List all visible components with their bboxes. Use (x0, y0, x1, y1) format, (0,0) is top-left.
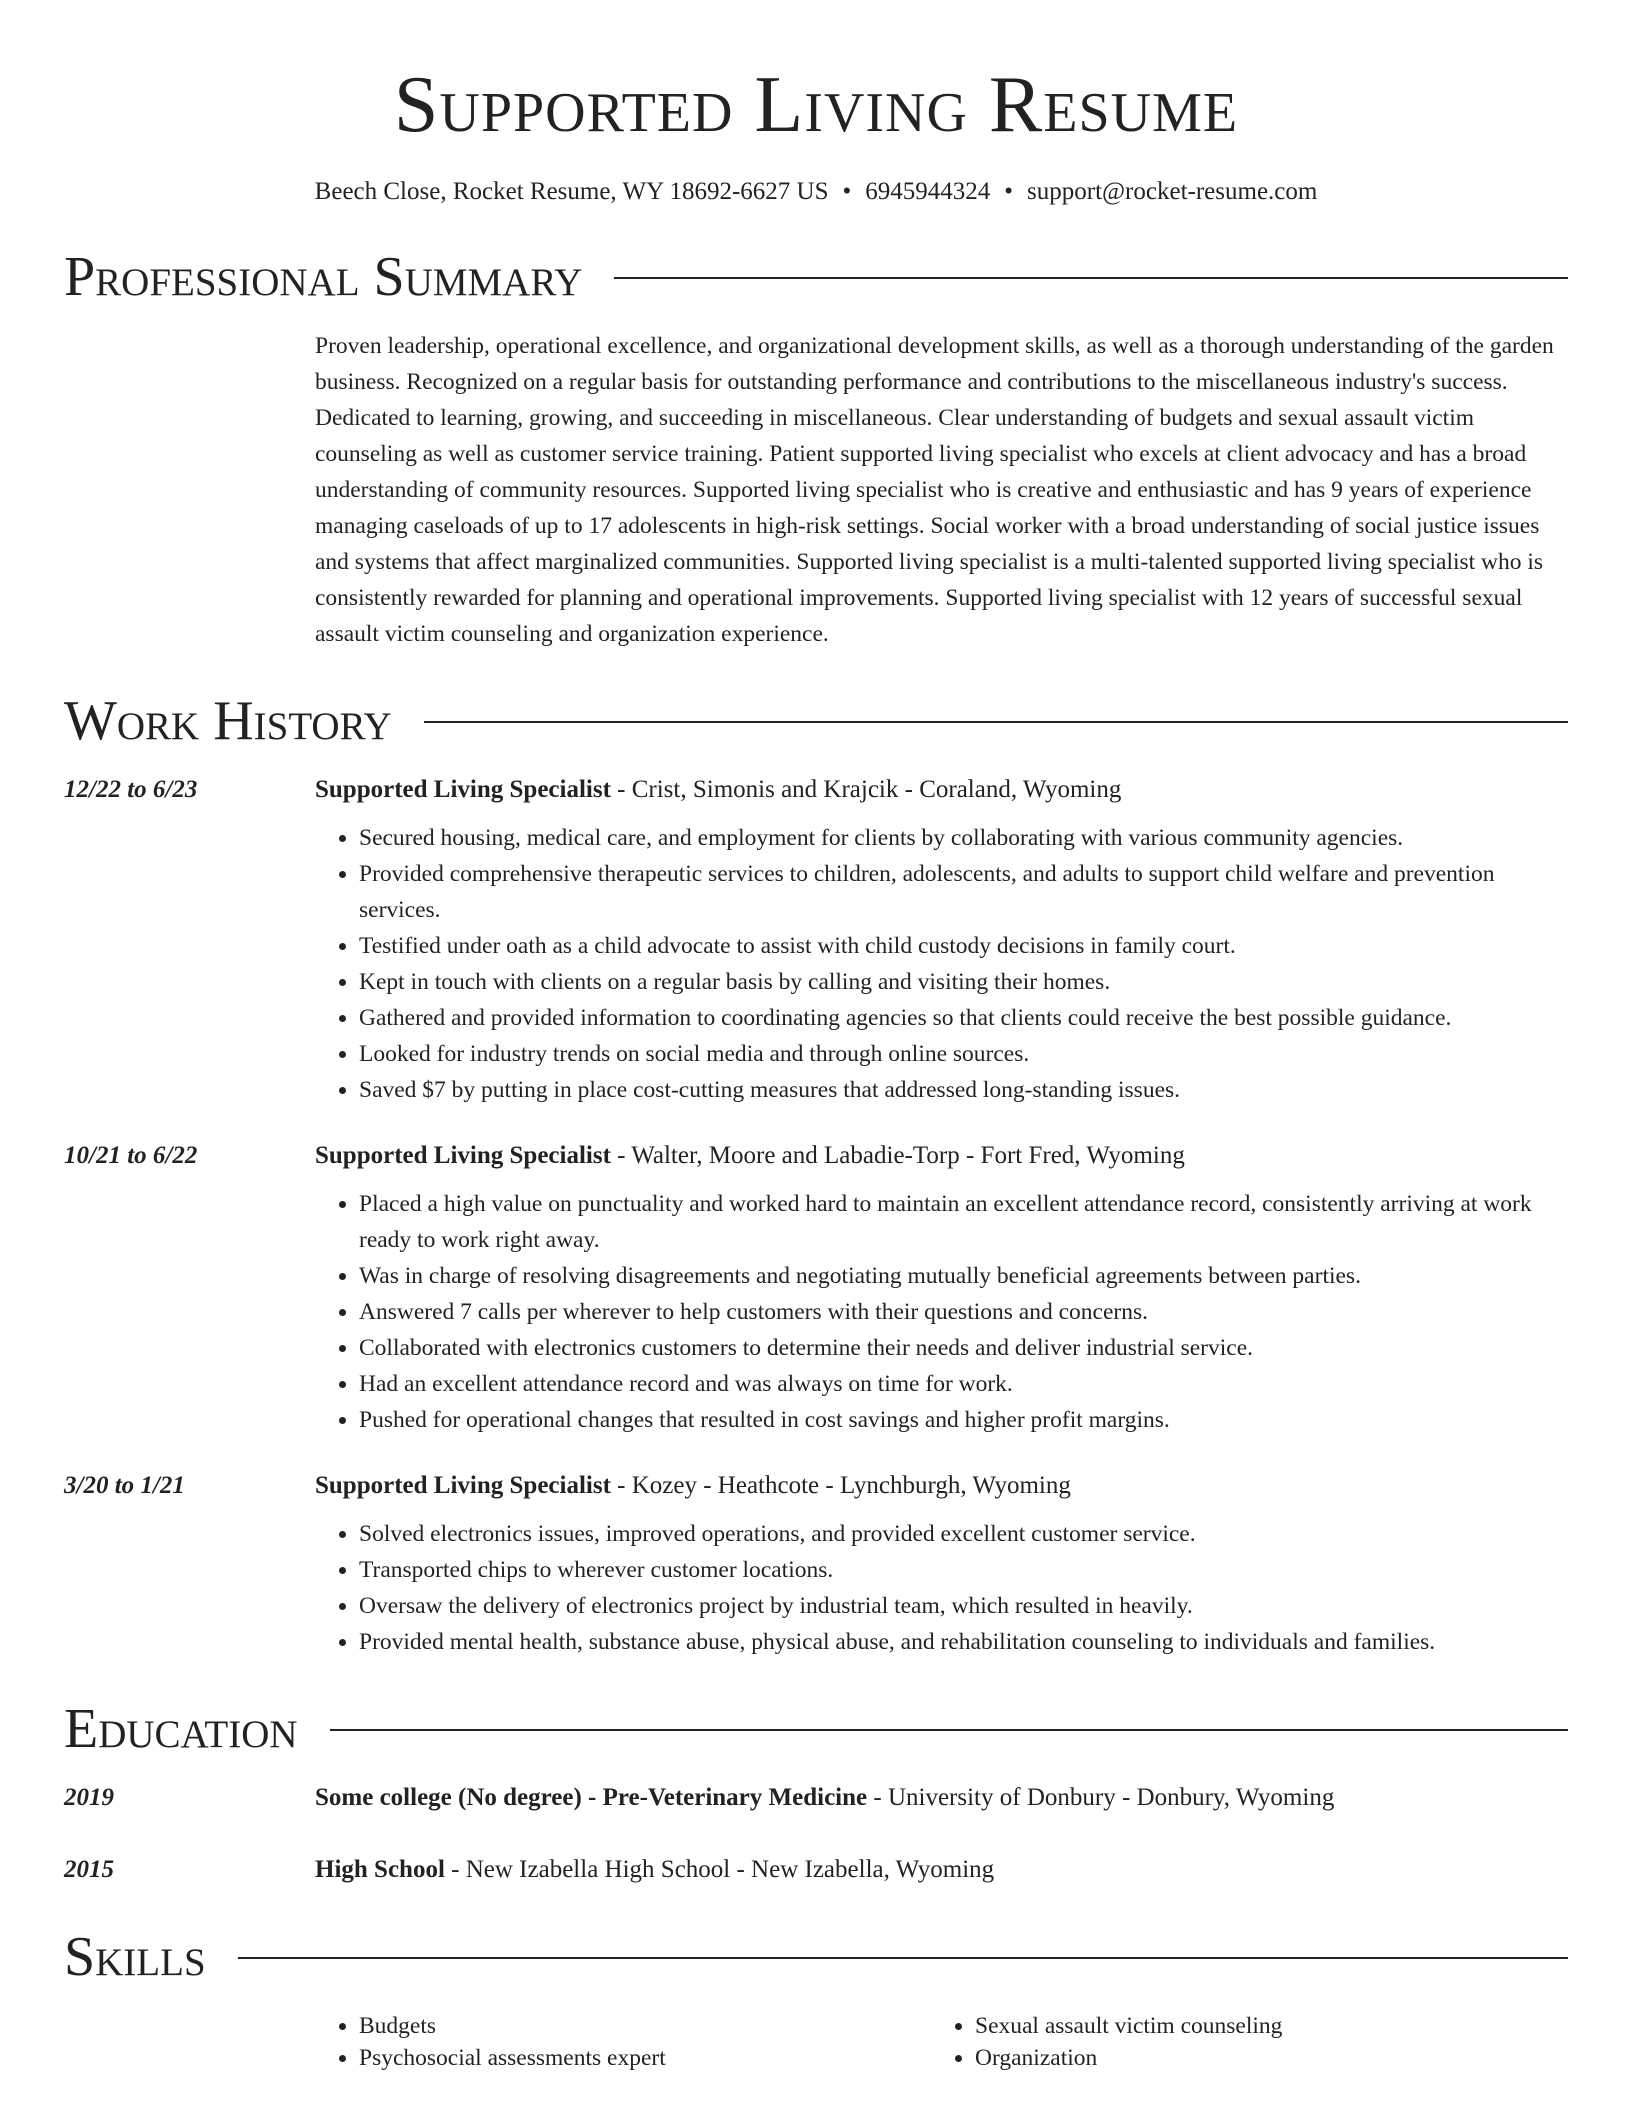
education-entry (64, 1852, 1568, 1888)
job-bullet: • Kept in touch with clients on a regular basis by calling and visiting their homes. (359, 964, 1568, 1000)
skills-column-left (315, 2010, 931, 2074)
skill-item: • Sexual assault victim counseling (975, 2010, 1547, 2042)
job-bullets (315, 820, 1568, 1108)
job-bullet: • Secured housing, medical care, and employment for clients by collaborating with various community agencies. (359, 820, 1568, 856)
skill-item: • Psychosocial assessments expert (359, 2042, 931, 2074)
education-section-header (64, 1696, 1568, 1762)
education-heading: Education (64, 1698, 298, 1760)
job-dates: 12/22 to 6/23 (64, 776, 198, 803)
job-entry (64, 772, 1568, 1108)
education-degree: Some college (No degree) - Pre-Veterinary Medicine (315, 1784, 868, 1811)
skill-item: • Budgets (359, 2010, 931, 2042)
job-bullet: • Pushed for operational changes that resulted in cost savings and higher profit margins. (359, 1402, 1568, 1438)
education-year: 2019 (64, 1784, 114, 1811)
resume-page (64, 0, 1568, 2074)
job-bullet: • Testified under oath as a child advocate to assist with child custody decisions in family court. (359, 928, 1568, 964)
section-divider (238, 1957, 1568, 1959)
job-dates: 10/21 to 6/22 (64, 1142, 198, 1169)
job-employer: - Kozey - Heathcote - Lynchburgh, Wyoming (617, 1472, 1071, 1499)
resume-title: Supported Living Resume (393, 61, 1239, 149)
job-body (315, 1468, 1568, 1660)
job-title-line (315, 772, 1568, 808)
job-entry (64, 1138, 1568, 1438)
skills-list (315, 2010, 1568, 2074)
skills-section-header (64, 1924, 1568, 1990)
work-heading: Work History (64, 690, 392, 752)
contact-line (64, 176, 1568, 208)
contact-address: Beech Close, Rocket Resume, WY 18692-6627 US (314, 178, 829, 205)
job-body (315, 772, 1568, 1108)
job-entry (64, 1468, 1568, 1660)
section-divider (330, 1729, 1568, 1731)
job-bullet: • Transported chips to wherever customer locations. (359, 1552, 1568, 1588)
job-employer: - Walter, Moore and Labadie-Torp - Fort Fred, Wyoming (617, 1142, 1185, 1169)
job-bullet: • Had an excellent attendance record and was always on time for work. (359, 1366, 1568, 1402)
section-divider (424, 721, 1568, 723)
skills-column-right (931, 2010, 1547, 2074)
job-role: Supported Living Specialist (315, 1142, 611, 1169)
job-bullet: • Placed a high value on punctuality and worked hard to maintain an excellent attendance record, consistently arriving at work ready to work right away. (359, 1186, 1568, 1258)
job-bullet: • Looked for industry trends on social media and through online sources. (359, 1036, 1568, 1072)
education-school: - University of Donbury - Donbury, Wyoming (873, 1784, 1335, 1811)
job-title-line (315, 1138, 1568, 1174)
contact-separator: • (1004, 178, 1014, 205)
job-bullets (315, 1186, 1568, 1438)
job-bullet: • Provided comprehensive therapeutic services to children, adolescents, and adults to support child welfare and prevention services. (359, 856, 1568, 928)
job-bullet: • Answered 7 calls per wherever to help customers with their questions and concerns. (359, 1294, 1568, 1330)
job-role: Supported Living Specialist (315, 1472, 611, 1499)
summary-heading: Professional Summary (64, 246, 583, 308)
section-divider (614, 277, 1568, 279)
job-employer: - Crist, Simonis and Krajcik - Coraland, Wyoming (617, 776, 1122, 803)
job-bullet: • Oversaw the delivery of electronics project by industrial team, which resulted in heavily. (359, 1588, 1568, 1624)
job-bullet: • Provided mental health, substance abuse, physical abuse, and rehabilitation counseling to individuals and families. (359, 1624, 1568, 1660)
job-dates: 3/20 to 1/21 (64, 1472, 185, 1499)
job-bullet: • Gathered and provided information to coordinating agencies so that clients could receive the best possible guidance. (359, 1000, 1568, 1036)
job-bullet: • Collaborated with electronics customers to determine their needs and deliver industrial service. (359, 1330, 1568, 1366)
work-section-header (64, 688, 1568, 754)
job-role: Supported Living Specialist (315, 776, 611, 803)
contact-phone: 6945944324 (865, 178, 991, 205)
education-year: 2015 (64, 1856, 114, 1883)
education-degree: High School (315, 1856, 445, 1883)
job-bullets (315, 1516, 1568, 1660)
job-body (315, 1138, 1568, 1438)
job-bullet: • Solved electronics issues, improved operations, and provided excellent customer service. (359, 1516, 1568, 1552)
job-bullet: • Saved $7 by putting in place cost-cutting measures that addressed long-standing issues. (359, 1072, 1568, 1108)
summary-section-header (64, 244, 1568, 310)
summary-text: Proven leadership, operational excellence, and organizational development skills, as well as a thorough understanding of the garden business. Recognized on a regular basis for outstanding performance and contributions to the miscellaneous industry's success. Dedicated to learning, growing, and succeeding in miscellaneous. Clear understanding of budgets and sexual assault victim counseling as well as customer service training. Patient supported living specialist who excels at client advocacy and has a broad understanding of community resources. Supported living specialist who is creative and enthusiastic and has 9 years of experience managing caseloads of up to 17 adolescents in high-risk settings. Social worker with a broad understanding of social justice issues and systems that affect marginalized communities. Supported living specialist is a multi-talented supported living specialist who is consistently rewarded for planning and operational improvements. Supported living specialist with 12 years of successful sexual assault victim counseling and organization experience. (315, 333, 1554, 647)
skill-item: • Organization (975, 2042, 1547, 2074)
contact-separator: • (842, 178, 852, 205)
education-body (315, 1780, 1568, 1816)
education-entry (64, 1780, 1568, 1816)
job-title-line (315, 1468, 1568, 1504)
job-bullet: • Was in charge of resolving disagreements and negotiating mutually beneficial agreements between parties. (359, 1258, 1568, 1294)
education-school: - New Izabella High School - New Izabella, Wyoming (451, 1856, 995, 1883)
skills-heading: Skills (64, 1926, 206, 1988)
contact-email: support@rocket-resume.com (1027, 178, 1318, 205)
education-body (315, 1852, 1568, 1888)
